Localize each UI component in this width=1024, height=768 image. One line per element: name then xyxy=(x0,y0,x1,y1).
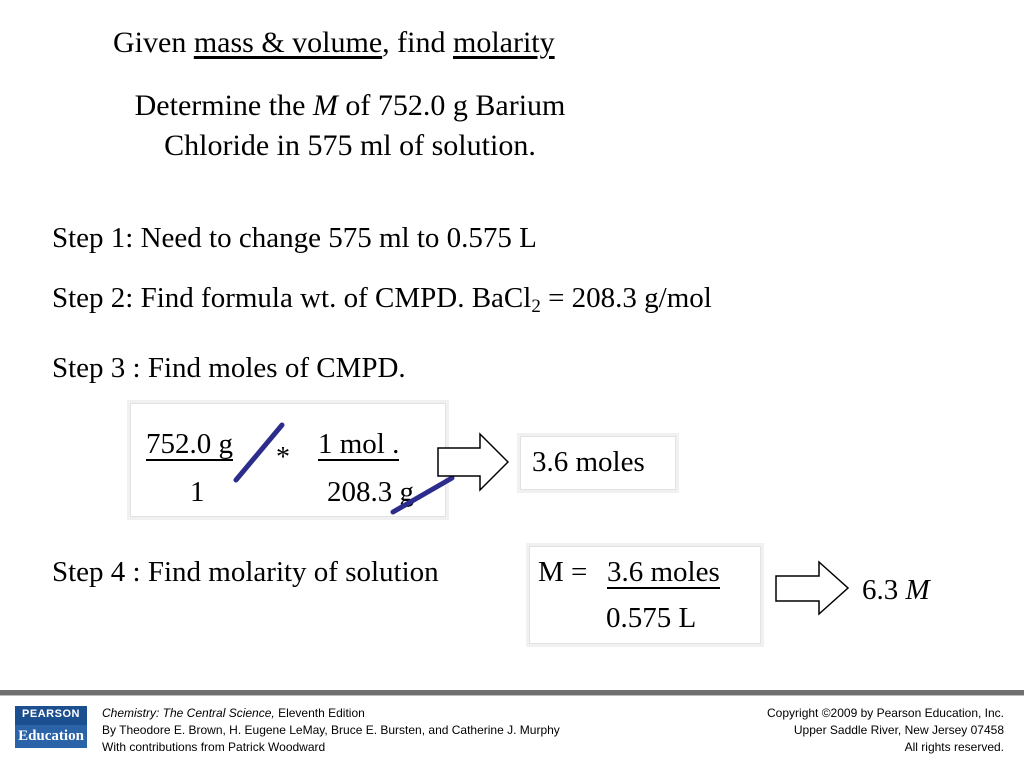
pearson-logo: PEARSON Education xyxy=(15,706,87,748)
cancel-line-grams-bottom xyxy=(393,478,452,512)
step-1: Step 1: Need to change 575 ml to 0.575 L xyxy=(52,222,537,254)
step-3: Step 3 : Find moles of CMPD. xyxy=(52,352,406,384)
step-2: Step 2: Find formula wt. of CMPD. BaCl$_2$ = 208.3 g/mol xyxy=(52,282,712,317)
contributions-line: With contributions from Patrick Woodward xyxy=(102,740,326,754)
mass-denominator: 1 xyxy=(190,476,205,508)
problem-line-2: Chloride in 575 ml of solution. xyxy=(164,129,536,162)
multiply-sign: * xyxy=(276,442,290,473)
rights-line: All rights reserved. xyxy=(904,740,1004,754)
mass-numerator: 752.0 g xyxy=(146,428,233,460)
footer-copyright xyxy=(767,705,1004,756)
mol-numerator: 1 mol . xyxy=(318,428,400,460)
slide-title: Given mass & volume, find molarity xyxy=(113,26,555,59)
molarity-numerator: 3.6 moles xyxy=(607,556,720,588)
moles-result: 3.6 moles xyxy=(532,446,645,478)
problem-line-1: Determine the M of 752.0 g Barium xyxy=(134,89,566,122)
molarity-denominator: 0.575 L xyxy=(606,602,697,634)
footer-credits xyxy=(102,705,560,756)
molarity-lhs: M = xyxy=(538,556,588,588)
cancel-line-grams-top xyxy=(236,425,282,480)
authors-line: By Theodore E. Brown, H. Eugene LeMay, Bruce E. Bursten, and Catherine J. Murphy xyxy=(102,723,560,737)
title-mass-volume: mass & volume xyxy=(193,26,383,59)
address-line: Upper Saddle River, New Jersey 07458 xyxy=(793,723,1004,737)
step-4: Step 4 : Find molarity of solution xyxy=(52,556,439,588)
book-line: Chemistry: The Central Science, Eleventh Edition xyxy=(102,706,365,720)
title-molarity: molarity xyxy=(452,26,555,59)
molarity-result: 6.3 M xyxy=(862,574,930,606)
formula-weight-denominator: 208.3 g xyxy=(327,476,414,508)
copyright-line: Copyright ©2009 by Pearson Education, Inc. xyxy=(767,706,1004,720)
footer-divider-shadow xyxy=(0,695,1024,696)
arrow-right-icon-2 xyxy=(776,562,848,614)
